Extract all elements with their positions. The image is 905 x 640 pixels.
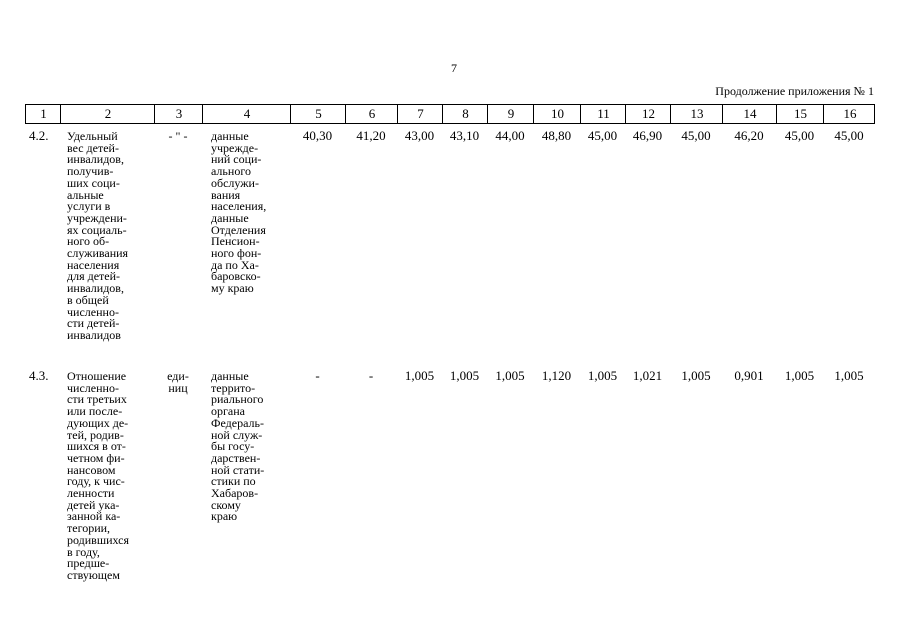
year-value: 1,021 (632, 368, 663, 383)
data-source-line: данные (211, 210, 249, 225)
year-value: 1,005 (784, 368, 815, 383)
row-number: 4.2. (29, 128, 49, 143)
header-cell-14: 14 (743, 106, 757, 121)
data-source-line: да по Ха- (211, 257, 259, 272)
header-cell-11: 11 (597, 106, 610, 121)
indicator-name-line: ших соци- (67, 175, 120, 190)
indicator-name-line: ного об- (67, 234, 110, 249)
data-source-line: данные (211, 129, 249, 143)
year-value: 1,005 (404, 368, 435, 383)
unit-of-measure-line: ниц (168, 380, 188, 395)
indicator-name-line: инвалидов, (67, 281, 124, 296)
year-value: 1,005 (681, 368, 711, 383)
data-source-line: ной стати- (211, 462, 265, 477)
year-value: 1,005 (495, 368, 525, 383)
year-value: 46,90 (632, 128, 663, 143)
year-value: 46,20 (734, 128, 764, 143)
data-source-line: обслужи- (211, 175, 259, 190)
header-cell-3: 3 (175, 106, 183, 121)
year-value: 40,30 (302, 128, 333, 143)
year-value: 1,005 (834, 368, 864, 383)
indicator-name-line: четном фи- (67, 450, 125, 465)
indicator-name-line: Отношение (67, 369, 127, 383)
indicator-name-line: ях социаль- (67, 222, 127, 237)
year-value: 48,80 (541, 128, 572, 143)
header-column-divider (60, 105, 61, 123)
indicator-name-line: служивания (67, 246, 129, 261)
year-value: - (315, 368, 320, 383)
header-column-divider (442, 105, 443, 123)
unit-of-measure (154, 371, 202, 394)
indicator-name-line: инвалидов (67, 327, 121, 342)
data-source-line: Пенсион- (211, 234, 260, 249)
indicator-name-line: сти детей- (67, 316, 120, 331)
indicator-name-line: вес детей- (67, 140, 119, 155)
year-value: - (368, 368, 374, 383)
indicator-name (67, 371, 157, 582)
indicator-name-line: численно- (67, 380, 119, 395)
unit-of-measure-line: еди- (167, 369, 189, 383)
indicator-name-line: в году, (67, 544, 100, 559)
data-source-line: Федераль- (211, 415, 264, 430)
indicator-name-line: родившихся (67, 532, 130, 547)
indicator-name-line: занной ка- (67, 509, 121, 524)
header-cell-9: 9 (507, 106, 515, 121)
header-cell-5: 5 (315, 106, 322, 121)
indicator-name-line: сти третьих (67, 392, 127, 407)
indicator-name (67, 131, 157, 342)
table-header-row (25, 104, 875, 124)
data-source-line: скому (211, 497, 241, 512)
year-value: 45,00 (587, 128, 618, 143)
header-column-divider (670, 105, 671, 123)
data-source-line: баровско- (211, 269, 261, 284)
header-cell-2: 2 (104, 106, 112, 121)
year-value: 41,20 (356, 128, 386, 143)
indicator-name-line: ленности (67, 486, 115, 501)
data-source-line: ной служ- (211, 427, 263, 442)
data-source-line: краю (211, 509, 238, 524)
indicator-name-line: тегории, (67, 521, 111, 536)
year-value: 0,901 (734, 368, 764, 383)
row-number: 4.3. (29, 368, 49, 383)
header-column-divider (823, 105, 824, 123)
header-cell-1: 1 (40, 106, 47, 121)
year-value: 45,00 (784, 128, 815, 143)
year-value: 45,00 (834, 128, 864, 143)
header-column-divider (487, 105, 488, 123)
data-source-line: данные (211, 369, 249, 383)
indicator-name-line: численно- (67, 304, 119, 319)
data-source-line: террито- (211, 380, 256, 395)
data-source-line: ального (211, 164, 251, 179)
annex-continuation-note: Продолжение приложения № 1 (715, 84, 874, 98)
year-value: 45,00 (681, 128, 711, 143)
header-column-divider (154, 105, 155, 123)
data-source-line: дарствен- (211, 450, 261, 465)
data-source-line: Хабаров- (211, 486, 259, 501)
header-cell-12: 12 (642, 106, 655, 121)
year-value: 44,00 (495, 128, 525, 143)
indicator-name-line: шихся в от- (67, 439, 126, 454)
indicator-name-line: услуги в (67, 199, 111, 214)
header-cell-16: 16 (843, 106, 857, 121)
indicator-name-line: нансовом (67, 462, 116, 477)
header-column-divider (290, 105, 291, 123)
data-source-line: Отделения (211, 222, 266, 237)
indicator-name-line: для детей- (67, 269, 121, 284)
page-number: 7 (451, 61, 457, 75)
header-cell-13: 13 (690, 106, 704, 121)
header-cell-10: 10 (551, 106, 564, 121)
indicator-name-line: в общей (67, 292, 109, 307)
year-value: 1,120 (541, 368, 572, 383)
indicator-name-line: дующих де- (67, 415, 129, 430)
header-column-divider (625, 105, 626, 123)
data-source (211, 131, 291, 295)
year-value: 43,10 (449, 128, 480, 143)
data-source-line: риального (211, 392, 264, 407)
header-cell-8: 8 (462, 106, 469, 121)
header-column-divider (776, 105, 777, 123)
indicator-name-line: населения (67, 257, 120, 272)
header-column-divider (202, 105, 203, 123)
data-source (211, 371, 291, 523)
data-source-line: ного фон- (211, 246, 262, 261)
data-source-line: учрежде- (211, 140, 259, 155)
indicator-name-line: или после- (67, 404, 123, 419)
data-source-line: ний соци- (211, 152, 262, 167)
header-cell-7: 7 (417, 106, 424, 121)
indicator-name-line: учреждени- (67, 210, 127, 225)
header-cell-4: 4 (243, 106, 251, 121)
header-cell-6: 6 (368, 106, 376, 121)
indicator-name-line: тей, родив- (67, 427, 124, 442)
header-column-divider (397, 105, 398, 123)
indicator-name-line: инвалидов, (67, 152, 124, 167)
header-column-divider (345, 105, 346, 123)
header-column-divider (533, 105, 534, 123)
unit-of-measure (154, 131, 202, 143)
indicator-name-line: Удельный (67, 129, 118, 143)
unit-of-measure-line: - " - (168, 129, 188, 143)
indicator-name-line: предше- (67, 556, 110, 571)
year-value: 1,005 (449, 368, 480, 383)
data-source-line: населения, (211, 199, 267, 214)
data-source-line: му краю (211, 281, 254, 296)
header-column-divider (580, 105, 581, 123)
data-source-line: бы госу- (211, 439, 255, 454)
indicator-name-line: альные (67, 187, 104, 202)
data-source-line: органа (211, 404, 245, 419)
data-source-line: стики по (211, 474, 256, 489)
indicator-name-line: году, к чис- (67, 474, 125, 489)
indicator-name-line: ствующем (67, 567, 120, 582)
year-value: 1,005 (587, 368, 618, 383)
indicator-name-line: получив- (67, 164, 114, 179)
indicator-name-line: детей ука- (67, 497, 120, 512)
data-source-line: вания (211, 187, 241, 202)
year-value: 43,00 (404, 128, 435, 143)
header-column-divider (722, 105, 723, 123)
header-cell-15: 15 (794, 106, 807, 121)
